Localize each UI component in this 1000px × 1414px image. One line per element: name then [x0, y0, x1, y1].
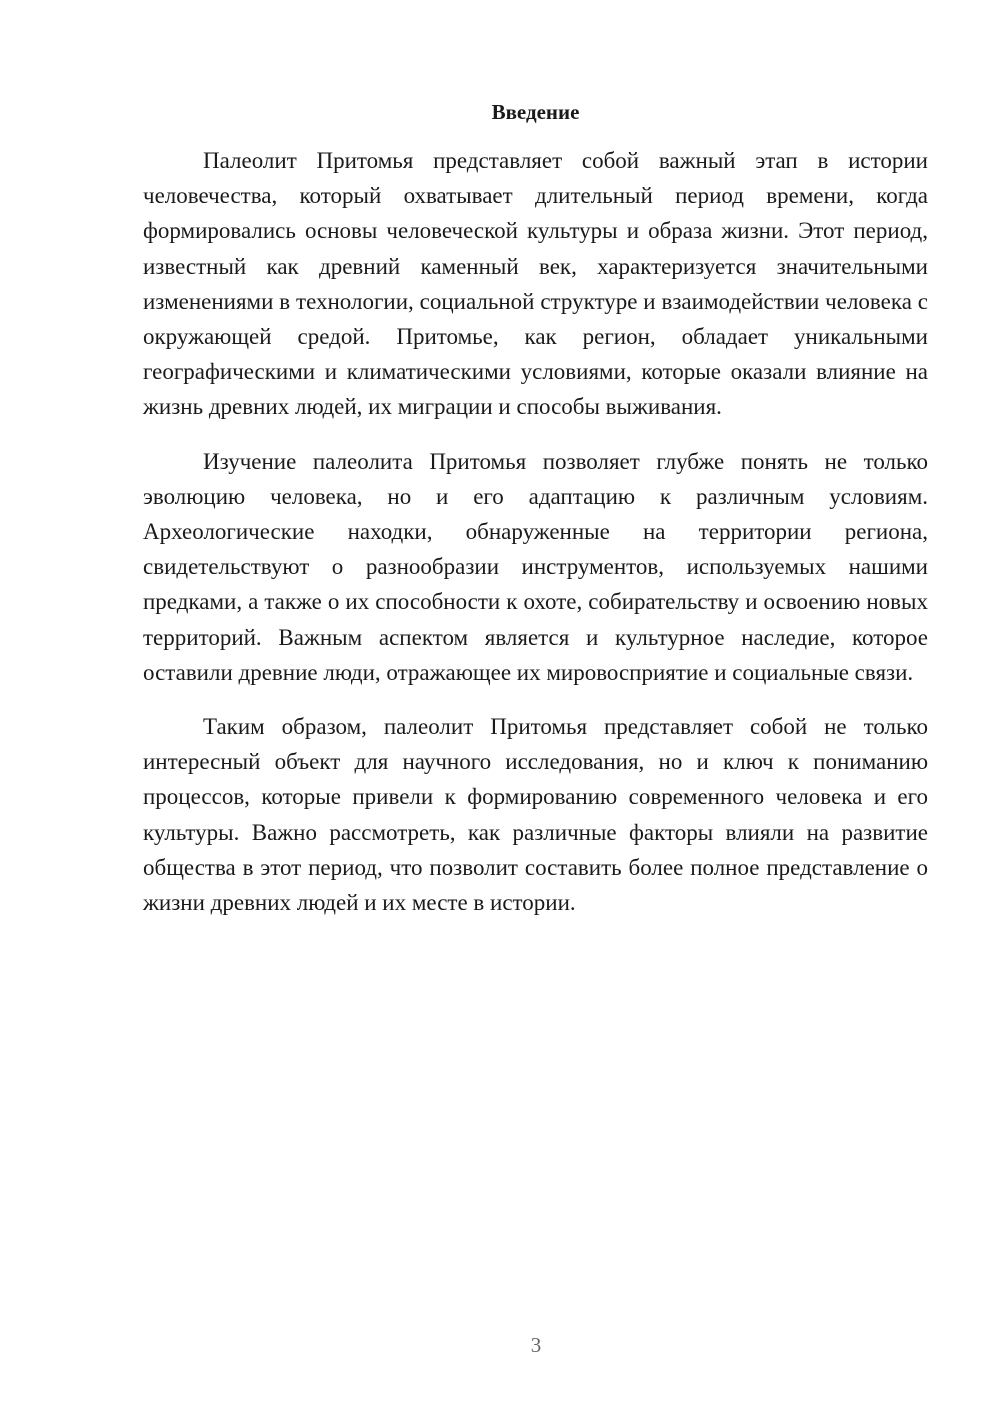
paragraph-3: Таким образом, палеолит Притомья представляет собой не только интересный объект для научного исследования, но и ключ к пониманию процессов, которые привели к формированию современного человека и его культуры. Важно рассмотреть, как различные факторы влияли на развитие общества в этот период, что позволит составить более полное представление о жизни древних людей и их месте в истории. — [143, 714, 928, 916]
page-number: 3 — [530, 1333, 542, 1357]
paragraph-1: Палеолит Притомья представляет собой важный этап в истории человечества, который охватывает длительный период времени, когда формировались основы человеческой культуры и образа жизни. Этот период, известный как древний каменный век, характеризуется значительными изменениями в технологии, социальной структуре и взаимодействии человека с окружающей средой. Притомье, как регион, обладает уникальными географическими и климатическими условиями, которые оказали влияние на жизнь древних людей, их миграции и способы выживания. — [143, 148, 928, 420]
paragraph-2: Изучение палеолита Притомья позволяет глубже понять не только эволюцию человека, но и его адаптацию к различным условиям. Археологические находки, обнаруженные на территории региона, свидетельствуют о разнообразии инструментов, используемых нашими предками, а также о их способности к охоте, собирательству и освоению новых территорий. Важным аспектом является и культурное наследие, которое оставили древние люди, отражающее их мировосприятие и социальные связи. — [143, 448, 928, 685]
body-text — [143, 143, 928, 939]
page-title: Введение — [491, 100, 580, 124]
